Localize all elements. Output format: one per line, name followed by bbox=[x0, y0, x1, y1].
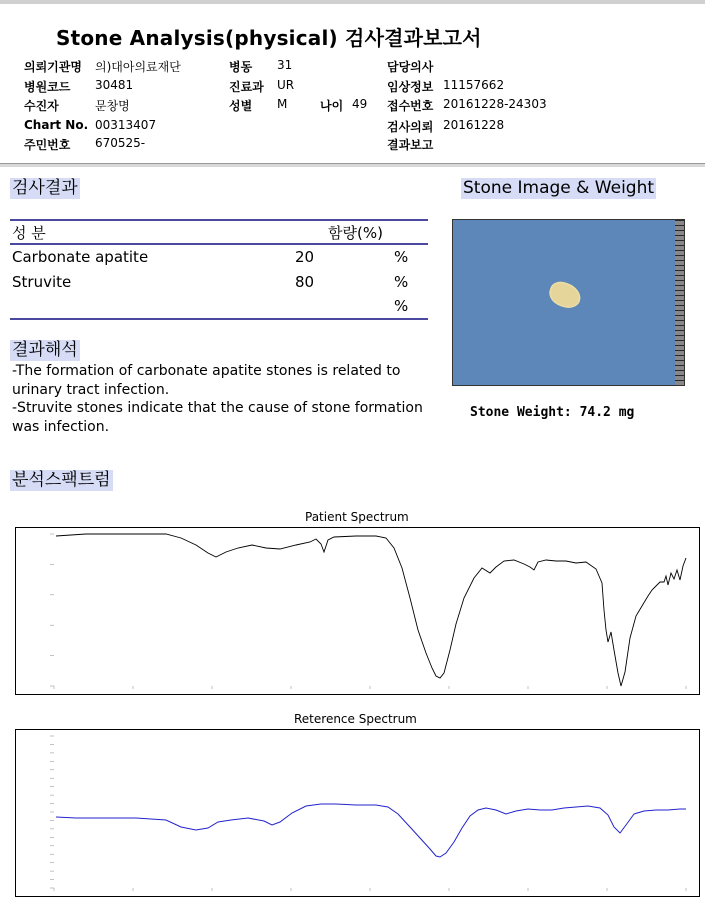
header-separator bbox=[0, 163, 705, 167]
value-test-request: 20161228 bbox=[443, 118, 505, 132]
patient-spectrum-plot bbox=[16, 528, 699, 694]
reference-x-ticks bbox=[54, 888, 686, 891]
label-age: 나이 bbox=[320, 99, 344, 113]
label-requesting-institution: 의뢰기관명 bbox=[24, 60, 82, 74]
stone-section-title: Stone Image & Weight bbox=[463, 178, 655, 198]
patient-spectrum-chart bbox=[15, 527, 700, 695]
value-hospital-code: 30481 bbox=[95, 78, 134, 92]
results-section-title: 검사결과 bbox=[12, 178, 78, 198]
stone-specimen bbox=[546, 279, 584, 312]
interpretation-text-2: -Struvite stones indicate that the cause of stone formation was infection. bbox=[12, 400, 423, 435]
value-patient: 문창명 bbox=[95, 99, 130, 113]
label-resident-number: 주민번호 bbox=[24, 138, 71, 152]
result-row-value: 80 bbox=[295, 273, 315, 291]
result-row-name: Carbonate apatite bbox=[12, 248, 149, 266]
top-border bbox=[0, 0, 705, 4]
reference-spectrum-plot bbox=[16, 730, 699, 896]
results-table-bottom-rule bbox=[10, 318, 428, 320]
label-sex: 성별 bbox=[229, 99, 253, 113]
patient-spectrum-title: Patient Spectrum bbox=[305, 510, 409, 524]
label-clinical-info: 임상정보 bbox=[387, 80, 434, 94]
value-clinical-info: 11157662 bbox=[443, 78, 505, 92]
label-ward: 병동 bbox=[229, 60, 253, 74]
value-department: UR bbox=[277, 78, 295, 92]
report-title: Stone Analysis(physical) 검사결과보고서 bbox=[56, 26, 482, 50]
label-receipt-number: 접수번호 bbox=[387, 99, 434, 113]
ruler-scale bbox=[675, 220, 684, 385]
col-header-component: 성 분 bbox=[12, 224, 46, 242]
reference-spectrum-title: Reterence Spectrum bbox=[294, 712, 417, 726]
label-test-request: 검사의뢰 bbox=[387, 120, 434, 134]
result-row-name: Struvite bbox=[12, 273, 72, 291]
value-age: 49 bbox=[352, 97, 368, 111]
label-attending-doctor: 담당의사 bbox=[387, 60, 434, 74]
value-receipt-number: 20161228-24303 bbox=[443, 97, 547, 111]
reference-spectrum-chart bbox=[15, 729, 700, 897]
result-row-unit: % bbox=[394, 297, 409, 315]
result-row-unit: % bbox=[394, 248, 409, 266]
value-requesting-institution: 의)대아의료재단 bbox=[95, 60, 181, 74]
value-chart-no: 00313407 bbox=[95, 118, 157, 132]
patient-spectrum-line bbox=[56, 534, 686, 686]
label-result-report: 결과보고 bbox=[387, 138, 434, 152]
value-sex: M bbox=[277, 97, 288, 111]
label-chart-no: Chart No. bbox=[24, 118, 89, 132]
reference-spectrum-line bbox=[56, 804, 686, 857]
value-resident-number: 670525- bbox=[95, 136, 146, 150]
result-row-value: 20 bbox=[295, 248, 315, 266]
label-hospital-code: 병원코드 bbox=[24, 80, 71, 94]
value-ward: 31 bbox=[277, 58, 293, 72]
reference-y-ticks bbox=[50, 736, 54, 888]
spectrum-section-title: 분석스팩트럼 bbox=[12, 470, 111, 490]
results-table-header-rule bbox=[10, 243, 428, 245]
patient-y-ticks bbox=[50, 534, 54, 686]
interpretation-section-title: 결과해석 bbox=[12, 340, 78, 360]
stone-weight: Stone Weight: 74.2 mg bbox=[470, 405, 635, 420]
label-department: 진료과 bbox=[229, 80, 264, 94]
patient-x-ticks bbox=[54, 686, 686, 689]
col-header-content: 함량(%) bbox=[328, 224, 383, 242]
label-patient: 수진자 bbox=[24, 99, 59, 113]
result-row-unit: % bbox=[394, 273, 409, 291]
results-table-top-rule bbox=[10, 219, 428, 221]
stone-photo bbox=[452, 219, 685, 386]
interpretation-text-1: -The formation of carbonate apatite stones is related to urinary tract infection. bbox=[12, 363, 401, 398]
